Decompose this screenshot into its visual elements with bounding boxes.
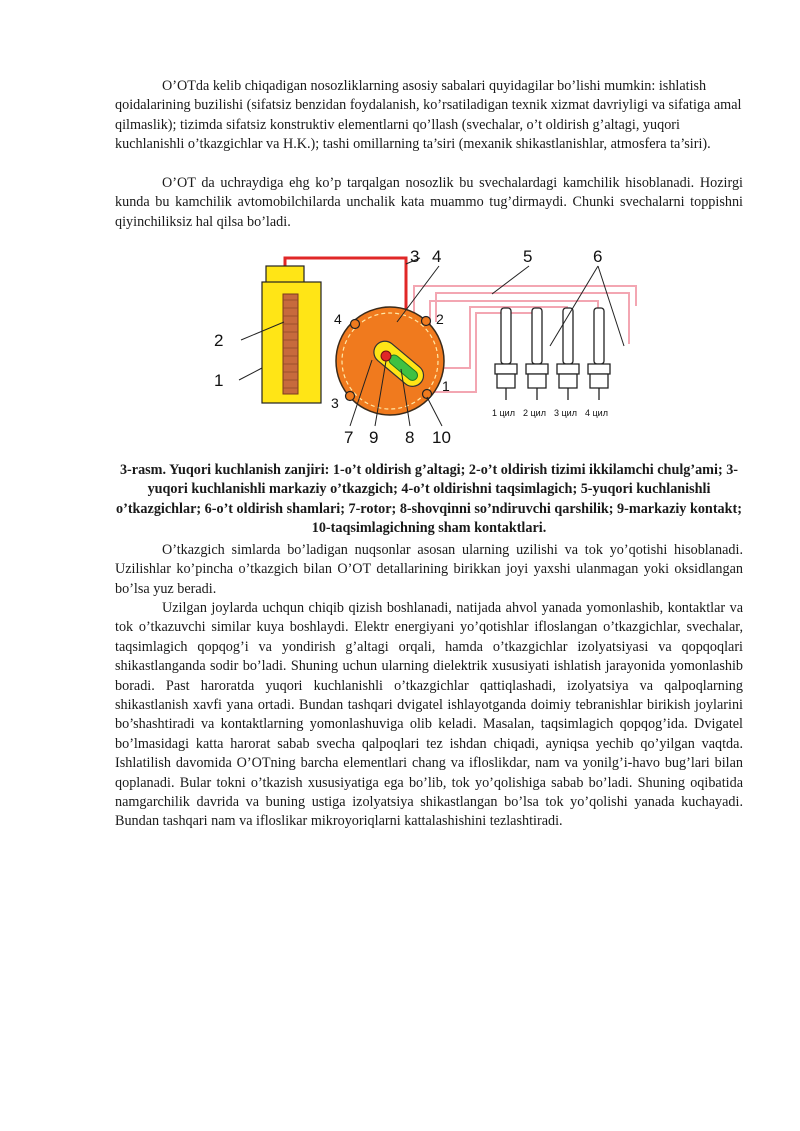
- paragraph-spark-plugs: O’OT da uchraydiga ehg ko’p tarqalgan nosozlik bu svechalardagi kamchilik hisoblanadi. Hozirgi kunda bu kamchilik avtomobilchilarda unchalik kata muammo tug’dirmaydi. Chunki svechalarni toppishni qiyinchiliksiz hal qilsa bo’ladi.: [115, 175, 743, 230]
- callout-10: 10: [432, 428, 451, 447]
- paragraph-energy-loss: Uzilgan joylarda uchqun chiqib qizish boshlanadi, natijada ahvol yanada yomonlashib, kontaktlar va tok o’tkazuvchi similar kuya boshlaydi. Elektr energiyani yo’qotishlar ifloslangan o’tkazgichlar, svechalar, taqsimlagich qopqog’i va yondirish g’altagi orqali, hamda o’tkazgichlar izolyatsiyasi va qopqoqlari shikastlanganda sodir bo’ladi. Shuning uchun ularning dielektrik xususiyati ishlatish jarayonida yomonlashib boradi. Past haroratda yuqori kuchlanishli o’tkazgichlar qattiqlashadi, izolyatsiya va qalpoqlarning shikastlanish xavfi yana ortadi. Bundan tashqari dvigatel ishlayotganda doimiy tebranishlar birikish joylarini bo’shashtiradi va kontaktlarning yomonlashuviga olib keladi. Masalan, taqsimlagich qopqog’ida. Dvigatel bo’lmasidagi katta harorat sabab svecha qalpoqlari tez ishdan chiqadi, ayniqsa yechib qo’yilgan vaqtda. Ishlatilish davomida O’OTning barcha elementlari chang va ifloslikdar, nam va yonilg’i-havo bug’lari bilan qoplanadi. Bular tokni o’tkazish xususiyatiga ega bo’lib, tok yo’qolishiga sabab bo’ladi. Shuning oqibatida namgarchilik davrida va buning ustiga izolyatsiya shikastlangan bo’lsa tok yo’qolishi yanada kuchayadi. Bundan tashqari nam va ifloslikar mikroyoriqlarni kattalashishini tezlashtiradi.: [115, 600, 743, 830]
- callout-8: 8: [405, 428, 415, 447]
- callout-3: 3: [410, 247, 420, 266]
- cylinder-label-1: 1 цил: [492, 408, 515, 418]
- ignition-diagram: [210, 244, 650, 449]
- cylinder-label-3: 3 цил: [554, 408, 577, 418]
- cap-contact-3: [346, 392, 355, 401]
- spark-plug-1: [495, 308, 517, 400]
- callout-6: 6: [593, 247, 603, 266]
- terminal-label-3: 3: [331, 395, 339, 411]
- callout-4: 4: [432, 247, 442, 266]
- callout-2: 2: [214, 331, 224, 350]
- ignition-circuit-figure: [210, 244, 650, 449]
- callout-5: 5: [523, 247, 533, 266]
- callout-1: 1: [214, 371, 224, 390]
- spark-plug-4: [588, 308, 610, 400]
- callout-9: 9: [369, 428, 379, 447]
- cylinder-label-4: 4 цил: [585, 408, 608, 418]
- terminal-label-4: 4: [334, 311, 342, 327]
- callout-7: 7: [344, 428, 354, 447]
- spark-plug-2: [526, 308, 548, 400]
- terminal-label-2: 2: [436, 311, 444, 327]
- figure-caption: 3-rasm. Yuqori kuchlanish zanjiri: 1-o’t oldirish g’altagi; 2-o’t oldirish tizimi ikkilamchi chulg’ami; 3-yuqori kuchlanishli markaziy o’tkazgich; 4-o’t oldirishni taqsimlagich; 5-yuqori kuchlanishli o’tkazgichlar; 6-o’t oldirish shamlari; 7-rotor; 8-shovqinni so’ndiruvchi qarshilik; 9-markaziy kontakt; 10-taqsimlagichning sham kontaktlari.: [116, 462, 742, 537]
- cylinder-label-2: 2 цил: [523, 408, 546, 418]
- cap-contact-2: [422, 317, 431, 326]
- spark-plug-3: [557, 308, 579, 400]
- terminal-label-1: 1: [442, 378, 450, 394]
- central-contact: [381, 351, 391, 361]
- paragraph-wire-faults: O’tkazgich simlarda bo’ladigan nuqsonlar asosan ularning uzilishi va tok yo’qotishi hisoblanadi. Uzilishlar ko’pincha o’tkazgich bilan O’OT detallarining birikkan joyi yaxshi ulanmagan yoki oksidlangan bo’lsa yuz beradi.: [115, 542, 743, 597]
- ignition-coil: [262, 266, 321, 403]
- spark-plugs: [495, 308, 610, 400]
- paragraph-causes: O’OTda kelib chiqadigan nosozliklarning asosiy sabalari quyidagilar bo’lishi mumkin: ishlatish qoidalarining buzilishi (sifatsiz benzidan foydalanish, ko’rsatiladigan texnik xizmat davriyligi va sifatiga amal qilmaslik); tizimda sifatsiz konstruktiv elementlarni qo’llash (svechalar, o’t oldirish g’altagi, yuqori kuchlanishli o’tkazgichlar va H.K.); tashi omillarning ta’siri (mexanik shikastlanishlar, atmosfera ta’siri).: [115, 78, 742, 153]
- cap-contact-4: [351, 320, 360, 329]
